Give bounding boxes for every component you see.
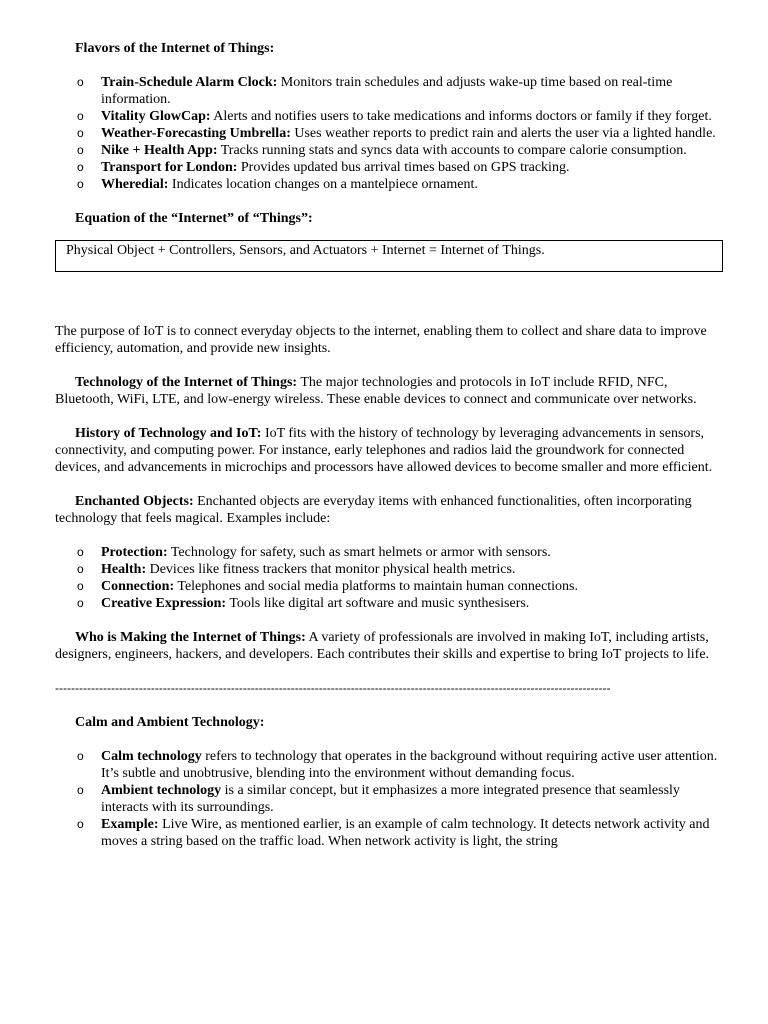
bullet-icon: o xyxy=(77,817,84,831)
bullet-icon: o xyxy=(77,160,84,174)
flavors-list xyxy=(55,74,725,193)
technology-paragraph: Technology of the Internet of Things: The major technologies and protocols in IoT include RFID, NFC, Bluetooth, WiFi, LTE, and low-energy wireless. These enable devices to connect and communicate over networks. xyxy=(55,375,697,407)
history-paragraph: History of Technology and IoT: IoT fits with the history of technology by leveraging advancements in sensors, connectivity, and computing power. For instance, early telephones and radios laid the groundwork for connected devices, and advancements in microchips and processors have allowed devices to become smaller and more efficient. xyxy=(55,426,713,475)
bullet-icon: o xyxy=(77,545,84,559)
bullet-icon: o xyxy=(77,749,84,763)
list-item: o Creative Expression: Tools like digital art software and music synthesisers. xyxy=(77,596,530,611)
list-item: o Example: Live Wire, as mentioned earlier, is an example of calm technology. It detects network activity and moves a string based on the traffic load. When network activity is light, the string xyxy=(77,817,710,849)
enchanted-list xyxy=(55,544,725,612)
equation-text: Physical Object + Controllers, Sensors, and Actuators + Internet = Internet of Things. xyxy=(66,243,545,258)
list-item: o Calm technology refers to technology that operates in the background without requiring active user attention. It’s subtle and unobtrusive, blending into the environment without demanding focus. xyxy=(77,749,718,781)
list-item: o Nike + Health App: Tracks running stats and syncs data with accounts to compare calorie consumption. xyxy=(77,143,687,158)
list-item: o Connection: Telephones and social media platforms to maintain human connections. xyxy=(77,579,579,594)
bullet-icon: o xyxy=(77,126,84,140)
bullet-icon: o xyxy=(77,562,84,576)
bullet-icon: o xyxy=(77,783,84,797)
makers-paragraph: Who is Making the Internet of Things: A variety of professionals are involved in making IoT, including artists, designers, engineers, hackers, and developers. Each contributes their skills and expertise to bring IoT projects to life. xyxy=(55,630,710,662)
list-item: o Weather-Forecasting Umbrella: Uses weather reports to predict rain and alerts the user via a lighted handle. xyxy=(77,126,716,141)
calm-heading: Calm and Ambient Technology: xyxy=(75,715,265,730)
dashed-divider: ------------------------------------------------------------------------------------------------------------------------------------------- xyxy=(55,681,611,695)
list-item: o Transport for London: Provides updated bus arrival times based on GPS tracking. xyxy=(77,160,570,175)
document-page xyxy=(55,40,725,850)
purpose-paragraph: The purpose of IoT is to connect everyday objects to the internet, enabling them to collect and share data to improve efficiency, automation, and provide new insights. xyxy=(55,324,707,356)
list-item: o Train-Schedule Alarm Clock: Monitors train schedules and adjusts wake-up time based on real-time information. xyxy=(77,75,673,107)
list-item: o Ambient technology is a similar concept, but it emphasizes a more integrated presence that seamlessly interacts with its surroundings. xyxy=(77,783,680,815)
bullet-icon: o xyxy=(77,579,84,593)
bullet-icon: o xyxy=(77,596,84,610)
list-item: o Health: Devices like fitness trackers that monitor physical health metrics. xyxy=(77,562,516,577)
equation-heading: Equation of the “Internet” of “Things”: xyxy=(75,211,313,226)
bullet-icon: o xyxy=(77,143,84,157)
list-item: o Protection: Technology for safety, such as smart helmets or armor with sensors. xyxy=(77,545,551,560)
list-item: o Vitality GlowCap: Alerts and notifies users to take medications and informs doctors or family if they forget. xyxy=(77,109,712,124)
list-item: o Wheredial: Indicates location changes on a mantelpiece ornament. xyxy=(77,177,478,192)
flavors-heading: Flavors of the Internet of Things: xyxy=(75,41,275,56)
bullet-icon: o xyxy=(77,75,84,89)
calm-list xyxy=(55,748,725,850)
bullet-icon: o xyxy=(77,109,84,123)
equation-box xyxy=(55,240,723,272)
bullet-icon: o xyxy=(77,177,84,191)
enchanted-paragraph: Enchanted Objects: Enchanted objects are everyday items with enhanced functionalities, often incorporating technology that feels magical. Examples include: xyxy=(55,494,692,526)
